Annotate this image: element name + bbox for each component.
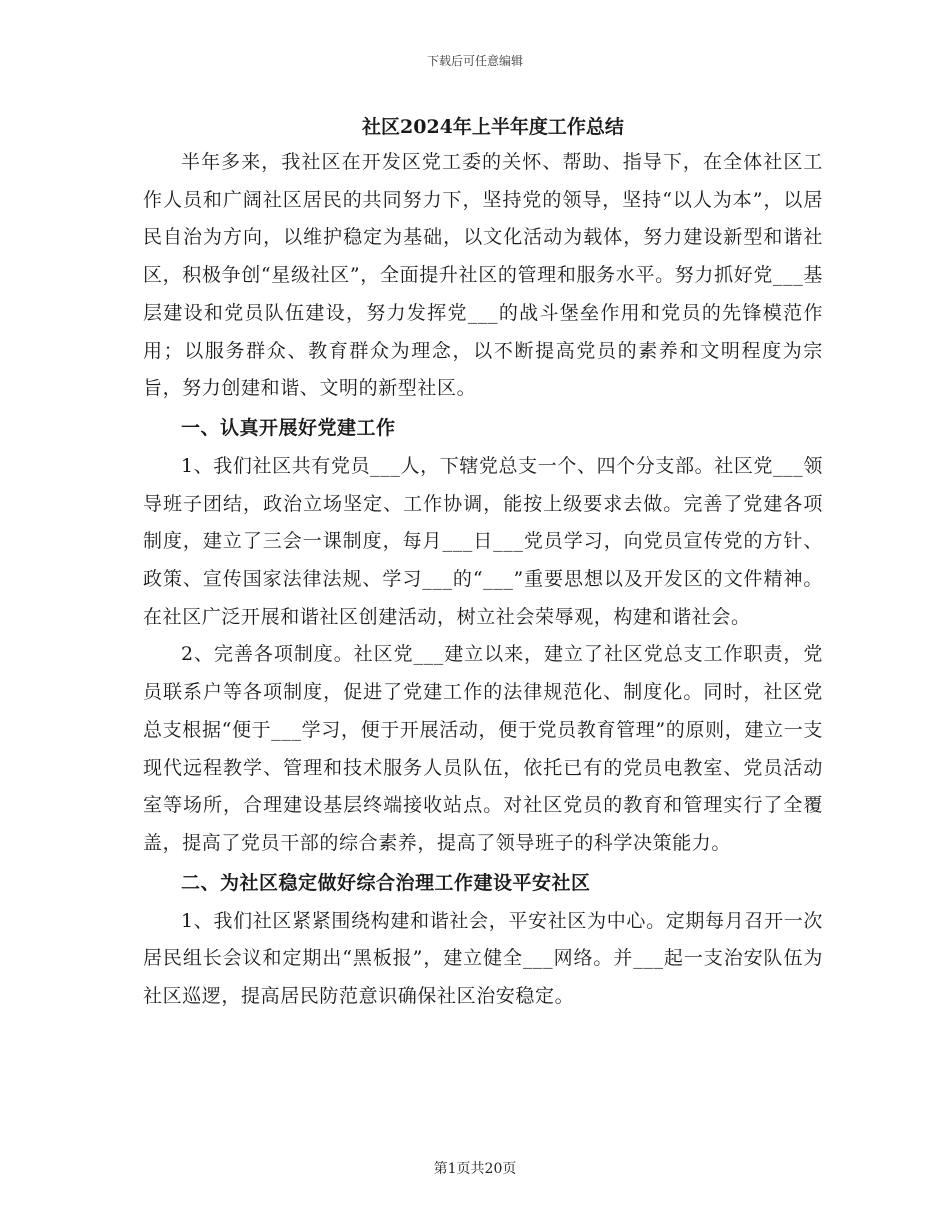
party-members-paragraph: 1、我们社区共有党员___人，下辖党总支一个、四个分支部。社区党___领导班子团结，政治立场坚定、工作协调，能按上级要求去做。完善了党建各项制度，建立了三会一课制度，每月___日___党员学习，向党员宣传党的方针、政策、宣传国家法律法规、学习___的“___”重要思想以及开发区的文件精神。在社区广泛开展和谐社区创建活动，树立社会荣辱观，构建和谐社会。 <box>143 454 823 628</box>
section-heading-party-building: 一、认真开展好党建工作 <box>181 416 396 439</box>
document-title: 社区2024年上半年度工作总结 <box>362 116 624 138</box>
page-footer: 第1页共20页 <box>433 1161 517 1177</box>
systems-paragraph: 2、完善各项制度。社区党___建立以来，建立了社区党总支工作职责，党员联系户等各项制度，促进了党建工作的法律规范化、制度化。同时，社区党总支根据“便于___学习，便于开展活动，便于党员教育管理”的原则，建立一支现代远程教学、管理和技术服务人员队伍，依托已有的党员电教室、党员活动室等场所，合理建设基层终端接收站点。对社区党员的教育和管理实行了全覆盖，提高了党员干部的综合素养，提高了领导班子的科学决策能力。 <box>143 643 823 854</box>
intro-paragraph: 半年多来，我社区在开发区党工委的关怀、帮助、指导下，在全体社区工作人员和广阔社区居民的共同努力下，坚持党的领导，坚持“以人为本”，以居民自治为方向，以维护稳定为基础，以文化活动为载体，努力建设新型和谐社区，积极争创“星级社区”，全面提升社区的管理和服务水平。努力抓好党___基层建设和党员队伍建设，努力发挥党___的战斗堡垒作用和党员的先锋模范作用；以服务群众、教育群众为理念，以不断提高党员的素养和文明程度为宗旨，努力创建和谐、文明的新型社区。 <box>143 151 823 400</box>
section-heading-safety: 二、为社区稳定做好综合治理工作建设平安社区 <box>181 871 591 894</box>
page-header: 下载后可任意编辑 <box>426 54 523 68</box>
safety-paragraph: 1、我们社区紧紧围绕构建和谐社会，平安社区为中心。定期每月召开一次居民组长会议和定期出“黑板报”，建立健全___网络。并___起一支治安队伍为社区巡逻，提高居民防范意识确保社区治安稳定。 <box>143 909 823 1008</box>
document-body <box>143 110 823 1016</box>
